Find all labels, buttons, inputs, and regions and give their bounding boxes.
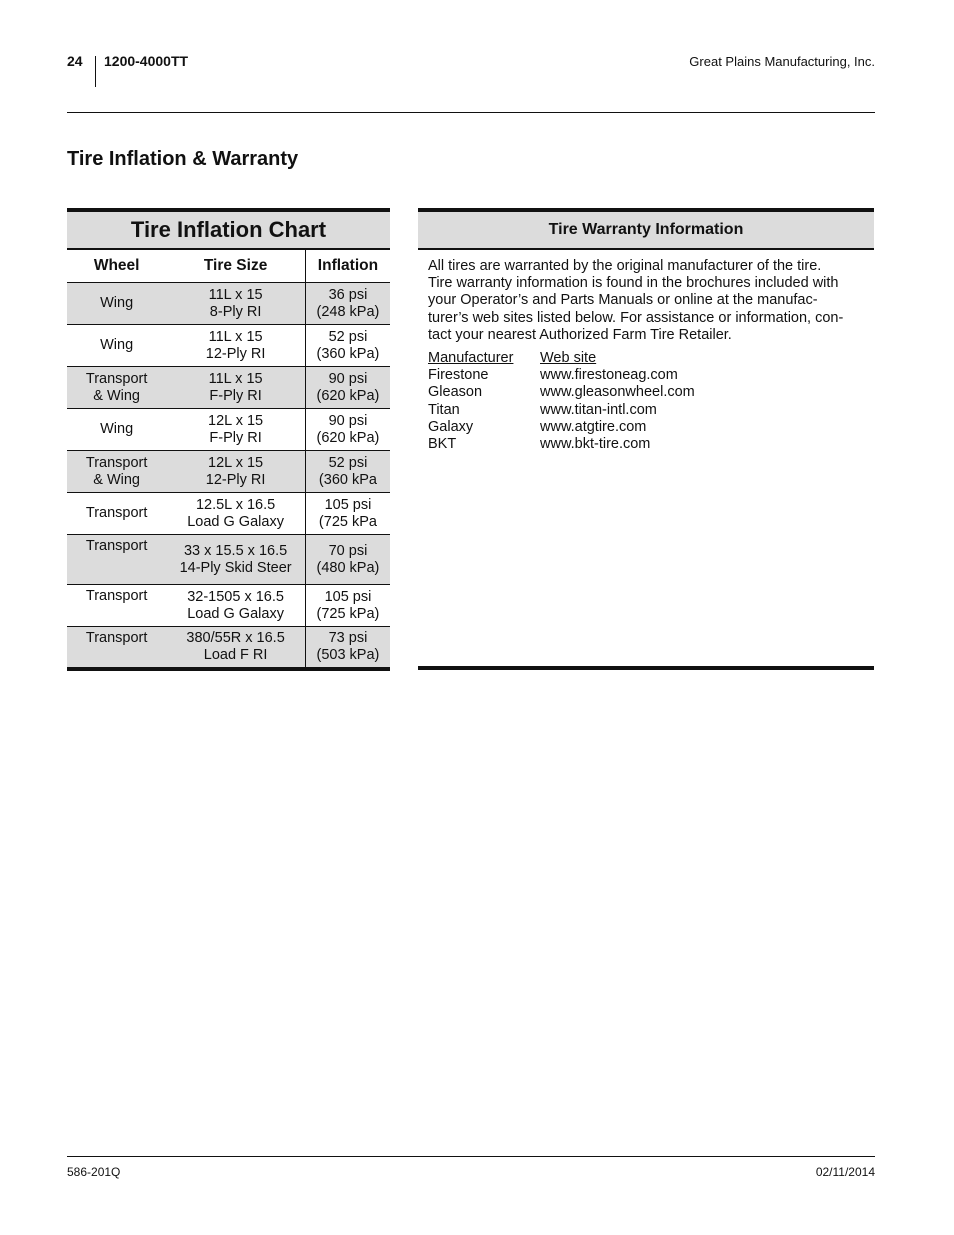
chart-title: Tire Inflation Chart	[67, 212, 390, 250]
wheel-cell: Transport	[67, 627, 166, 668]
manufacturer-website: www.titan-intl.com	[540, 401, 657, 418]
inflation-cell: 73 psi (503 kPa)	[305, 627, 390, 668]
wheel-cell: Wing	[67, 325, 166, 367]
table-row	[67, 283, 390, 325]
manufacturer-list	[428, 350, 864, 453]
section-title: Tire Inflation & Warranty	[67, 148, 299, 170]
warranty-bottom-rule	[418, 666, 874, 670]
tire-size-cell: 380/55R x 16.5 Load F RI	[166, 627, 305, 668]
table-row	[67, 367, 390, 409]
warranty-title: Tire Warranty Information	[418, 212, 874, 250]
manufacturer-website: www.bkt-tire.com	[540, 436, 651, 453]
document-date: 02/11/2014	[815, 1165, 875, 1179]
manufacturer-name: Galaxy	[428, 418, 474, 435]
company-name: Great Plains Manufacturing, Inc.	[689, 54, 875, 69]
manufacturer-name: Titan	[428, 401, 460, 418]
wheel-cell: Transport & Wing	[67, 367, 166, 409]
inflation-cell: 90 psi (620 kPa)	[305, 409, 390, 451]
footer-rule	[67, 1156, 875, 1157]
website-column-header: Web site	[540, 350, 597, 367]
chart-bottom-rule	[67, 667, 390, 671]
manufacturer-name: Gleason	[428, 384, 483, 401]
column-header-wheel: Wheel	[67, 250, 166, 283]
tire-size-cell: 32-1505 x 16.5 Load G Galaxy	[166, 585, 305, 627]
tire-inflation-chart	[67, 208, 390, 671]
column-header-inflation: Inflation	[305, 250, 390, 283]
tire-size-cell: 12L x 15 F-Ply RI	[166, 409, 305, 451]
tire-size-cell: 12.5L x 16.5 Load G Galaxy	[166, 493, 305, 535]
inflation-cell: 105 psi (725 kPa	[305, 493, 390, 535]
wheel-cell: Transport	[67, 493, 166, 535]
manufacturer-website: www.firestoneag.com	[540, 367, 678, 384]
tire-warranty-box	[418, 208, 874, 670]
table-row	[67, 535, 390, 585]
wheel-cell: Wing	[67, 409, 166, 451]
inflation-cell: 105 psi (725 kPa)	[305, 585, 390, 627]
wheel-cell: Transport & Wing	[67, 451, 166, 493]
table-row	[67, 409, 390, 451]
header-divider	[95, 56, 96, 87]
inflation-cell: 70 psi (480 kPa)	[305, 535, 390, 585]
tire-size-cell: 11L x 15 F-Ply RI	[166, 367, 305, 409]
tire-size-cell: 12L x 15 12-Ply RI	[166, 451, 305, 493]
page-number: 24	[67, 53, 83, 69]
tire-size-cell: 11L x 15 12-Ply RI	[166, 325, 305, 367]
document-number: 586-201Q	[67, 1165, 121, 1179]
tire-size-cell: 11L x 15 8-Ply RI	[166, 283, 305, 325]
header-rule	[67, 112, 875, 113]
table-row	[67, 585, 390, 627]
inflation-cell: 90 psi (620 kPa)	[305, 367, 390, 409]
table-row	[67, 325, 390, 367]
inflation-cell: 52 psi (360 kPa)	[305, 325, 390, 367]
warranty-body	[418, 250, 874, 453]
inflation-cell: 36 psi (248 kPa)	[305, 283, 390, 325]
column-header-tire-size: Tire Size	[166, 250, 305, 283]
wheel-cell: Transport	[67, 585, 166, 627]
manufacturer-website: www.atgtire.com	[540, 418, 647, 435]
wheel-cell: Wing	[67, 283, 166, 325]
wheel-cell: Transport	[67, 535, 166, 585]
table-row	[67, 627, 390, 668]
inflation-cell: 52 psi (360 kPa	[305, 451, 390, 493]
manufacturer-name: Firestone	[428, 367, 489, 384]
tire-size-cell: 33 x 15.5 x 16.5 14-Ply Skid Steer	[166, 535, 305, 585]
table-row	[67, 493, 390, 535]
warranty-paragraph: All tires are warranted by the original manufacturer of the tire. Tire warranty information is found in the brochures included with your Operator’s and Parts Manuals or online at the manufac- turer’s web sites listed below. For assistance or information, con- tact your nearest Authorized Farm Tire Retailer.	[428, 258, 844, 343]
table-header-row	[67, 250, 390, 283]
model-number: 1200-4000TT	[104, 53, 189, 69]
manufacturer-name: BKT	[428, 436, 457, 453]
manufacturer-column-header: Manufacturer	[428, 350, 514, 367]
table-row	[67, 451, 390, 493]
manufacturer-website: www.gleasonwheel.com	[540, 384, 695, 401]
inflation-table	[67, 250, 390, 667]
